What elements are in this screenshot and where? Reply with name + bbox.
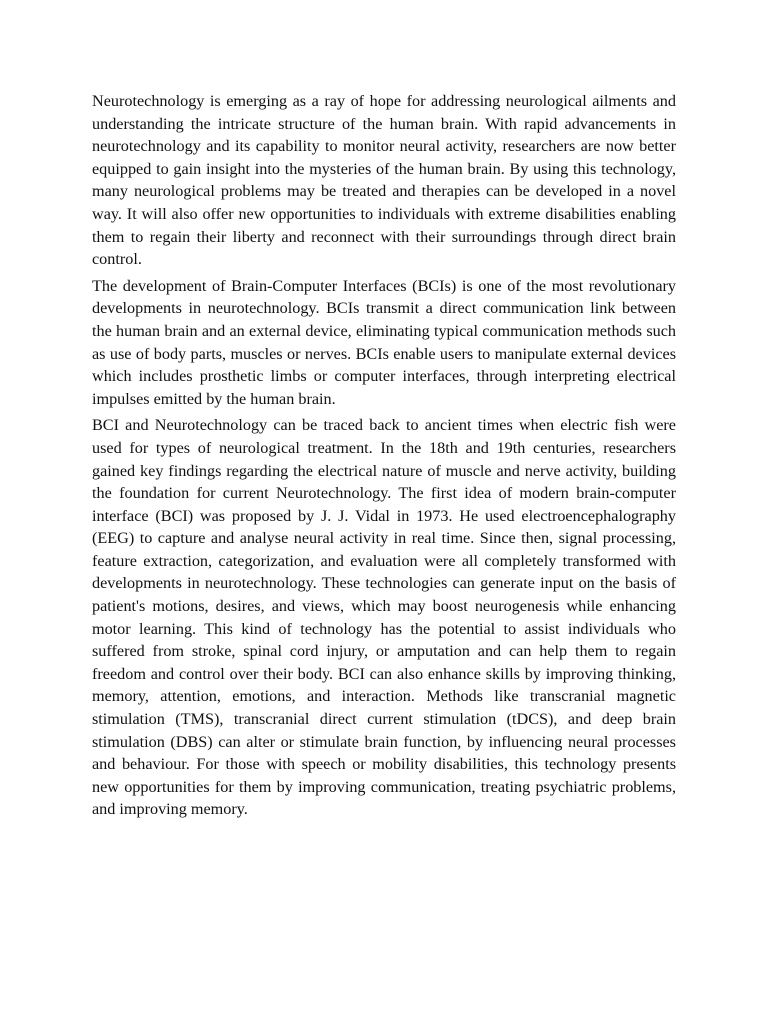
document-page [92, 90, 676, 825]
paragraph-bci-history: BCI and Neurotechnology can be traced back to ancient times when electric fish were used for types of neurological treatment. In the 18th and 19th centuries, researchers gained key findings regarding the electrical nature of muscle and nerve activity, building the foundation for current Neurotechnology. The first idea of modern brain-computer interface (BCI) was proposed by J. J. Vidal in 1973. He used electroencephalography (EEG) to capture and analyse neural activity in real time. Since then, signal processing, feature extraction, categorization, and evaluation were all completely transformed with developments in neurotechnology. These technologies can generate input on the basis of patient's motions, desires, and views, which may boost neurogenesis while enhancing motor learning. This kind of technology has the potential to assist individuals who suffered from stroke, spinal cord injury, or amputation and can help them to regain freedom and control over their body. BCI can also enhance skills by improving thinking, memory, attention, emotions, and interaction. Methods like transcranial magnetic stimulation (TMS), transcranial direct current stimulation (tDCS), and deep brain stimulation (DBS) can alter or stimulate brain function, by influencing neural processes and behaviour. For those with speech or mobility disabilities, this technology presents new opportunities for them by improving communication, treating psychiatric problems, and improving memory. [92, 416, 676, 819]
paragraph-intro: Neurotechnology is emerging as a ray of hope for addressing neurological ailments and understanding the intricate structure of the human brain. With rapid advancements in neurotechnology and its capability to monitor neural activity, researchers are now better equipped to gain insight into the mysteries of the human brain. By using this technology, many neurological problems may be treated and therapies can be developed in a novel way. It will also offer new opportunities to individuals with extreme disabilities enabling them to regain their liberty and reconnect with their surroundings through direct brain control. [92, 92, 676, 269]
paragraph-bci-development: The development of Brain-Computer Interfaces (BCIs) is one of the most revolutionary developments in neurotechnology. BCIs transmit a direct communication link between the human brain and an external device, eliminating typical communication methods such as use of body parts, muscles or nerves. BCIs enable users to manipulate external devices which includes prosthetic limbs or computer interfaces, through interpreting electrical impulses emitted by the human brain. [92, 276, 676, 408]
